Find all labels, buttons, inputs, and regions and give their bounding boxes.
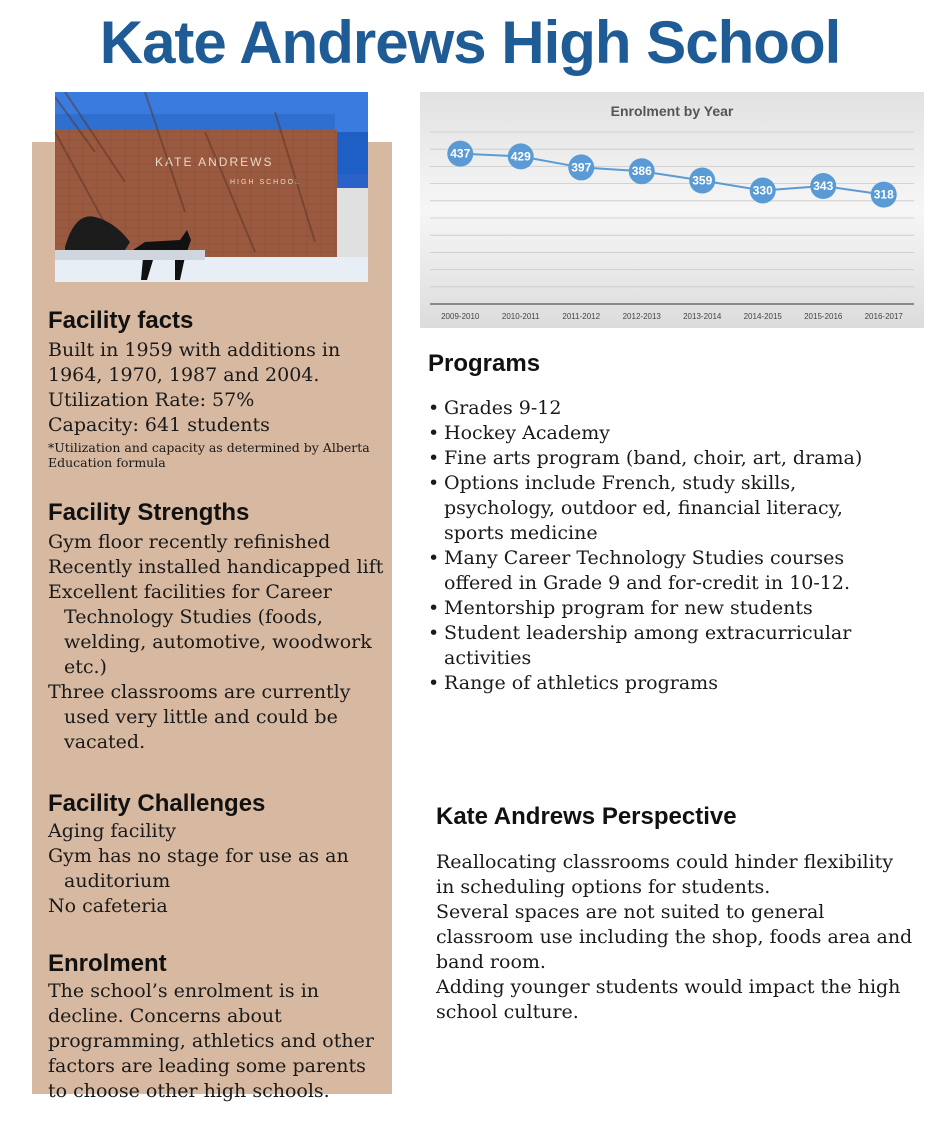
perspective-line: Reallocating classrooms could hinder flexibility in scheduling options for students.: [436, 851, 894, 898]
enrolment-text: The school’s enrolment is in decline. Concerns about programming, athletics and other factors are leading some parents to choose other high schools.: [48, 980, 374, 1102]
fact-line: Built in 1959 with additions in 1964, 1970, 1987 and 2004.: [48, 339, 341, 386]
perspective-line: Adding younger students would impact the high school culture.: [436, 976, 901, 1023]
school-photo: [55, 92, 368, 282]
challenge-item: Aging facility: [48, 820, 176, 842]
facility-facts-heading: Facility facts: [48, 307, 194, 334]
perspective-line: Several spaces are not suited to general classroom use including the shop, foods area and band room.: [436, 901, 913, 973]
page-title: Kate Andrews High School: [99, 9, 841, 76]
facility-note: *Utilization and capacity as determined by Alberta Education formula: [48, 440, 370, 470]
photo-sign-1: KATE ANDREWS: [155, 155, 274, 169]
program-item: • Many Career Technology Studies courses offered in Grade 9 and for-credit in 10-12.: [428, 546, 908, 596]
x-tick-label: 2009-2010: [441, 312, 480, 321]
programs-section: [428, 348, 908, 696]
data-label: 330: [752, 183, 773, 198]
strengths-section: [48, 498, 384, 755]
strength-item: Gym floor recently refinished: [48, 531, 331, 553]
data-label: 386: [631, 164, 652, 179]
left-column: [48, 306, 384, 1104]
chart-title: Enrolment by Year: [610, 103, 734, 119]
perspective-heading: Kate Andrews Perspective: [436, 803, 737, 830]
perspective-section: [436, 802, 916, 1025]
enrolment-heading: Enrolment: [48, 950, 167, 977]
enrolment-chart-svg: [420, 92, 924, 328]
data-label: 359: [692, 173, 713, 188]
challenge-item: No cafeteria: [48, 895, 168, 917]
program-item: • Fine arts program (band, choir, art, drama): [428, 446, 908, 471]
x-tick-label: 2012-2013: [622, 312, 661, 321]
photo-sign-2: HIGH SCHOOL: [230, 179, 302, 186]
program-item: • Hockey Academy: [428, 421, 908, 446]
program-item: • Student leadership among extracurricular activities: [428, 621, 908, 671]
data-label: 343: [813, 179, 834, 194]
data-label: 437: [450, 146, 471, 161]
challenge-item: Gym has no stage for use as an auditorium: [48, 845, 349, 892]
challenges-heading: Facility Challenges: [48, 790, 266, 817]
enrolment-section: [48, 949, 384, 1104]
fact-line: Capacity: 641 students: [48, 414, 270, 436]
x-tick-label: 2013-2014: [683, 312, 722, 321]
strength-item: Three classrooms are currently used very little and could be vacated.: [48, 681, 351, 753]
program-item: • Grades 9-12: [428, 396, 908, 421]
program-item: • Options include French, study skills, psychology, outdoor ed, financial literacy, sports medicine: [428, 471, 908, 546]
facility-facts-section: [48, 306, 384, 470]
strength-item: Excellent facilities for Career Technology Studies (foods, welding, automotive, woodwork etc.): [48, 581, 372, 678]
programs-heading: Programs: [428, 350, 541, 377]
challenges-section: [48, 789, 384, 919]
data-label: 318: [873, 187, 894, 202]
enrolment-chart: [420, 92, 924, 328]
x-tick-label: 2016-2017: [864, 312, 903, 321]
x-tick-label: 2015-2016: [804, 312, 843, 321]
x-tick-label: 2010-2011: [501, 312, 540, 321]
strength-item: Recently installed handicapped lift: [48, 556, 384, 578]
data-label: 429: [510, 149, 531, 164]
program-item: • Mentorship program for new students: [428, 596, 908, 621]
program-item: • Range of athletics programs: [428, 671, 908, 696]
fact-line: Utilization Rate: 57%: [48, 389, 255, 411]
strengths-heading: Facility Strengths: [48, 499, 250, 526]
x-tick-label: 2011-2012: [562, 312, 601, 321]
data-label: 397: [571, 160, 592, 175]
x-tick-label: 2014-2015: [743, 312, 782, 321]
